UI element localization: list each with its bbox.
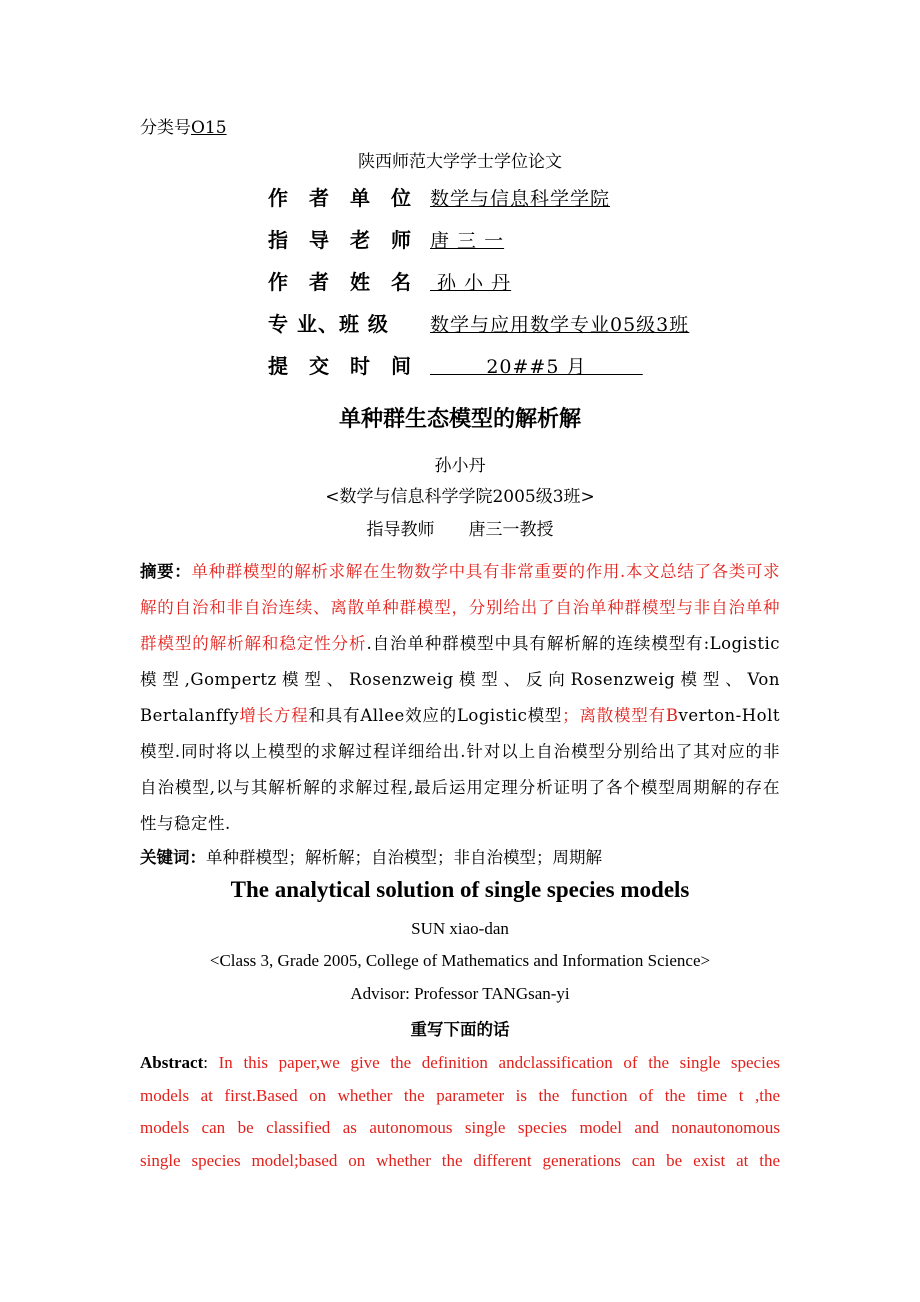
meta-value: 唐 三 一: [430, 230, 505, 252]
abstract-en-text: In this paper,we give the definition andclassification of the single species: [218, 1053, 780, 1072]
meta-value: 数学与信息科学学院: [430, 188, 611, 210]
abstract-en: [140, 1047, 780, 1177]
title-cn: 单种群生态模型的解析解: [338, 407, 581, 432]
abstract-cn-label: 摘要：: [140, 562, 192, 581]
abstract-en-line-4: single species model;based on whether the different generations can be exist at the: [140, 1150, 780, 1170]
author-en: SUN xiao-dan: [411, 919, 509, 938]
abstract-cn-black-2: 和具有Allee效应的Logistic模型: [308, 706, 563, 725]
meta-row-date: [268, 351, 643, 381]
meta-label: 作者单位: [268, 186, 432, 210]
abstract-en-label: Abstract: [140, 1053, 204, 1072]
affiliation-en: <Class 3, Grade 2005, College of Mathematics and Information Science>: [209, 951, 711, 970]
meta-label: 作者姓名: [268, 270, 432, 294]
meta-label: 提交时间: [268, 354, 432, 378]
abstract-cn: [140, 554, 780, 842]
advisor-cn: 指导教师 唐三一教授: [366, 520, 554, 540]
classification-label: 分类号: [140, 118, 191, 138]
classification-value: O15: [191, 118, 227, 138]
title-en: The analytical solution of single species models: [230, 877, 690, 902]
abstract-en-line-3: models can be classified as autonomous single species model and nonautonomous: [140, 1118, 780, 1137]
meta-value: 20##5 月: [430, 356, 643, 378]
keywords-cn-label: 关键词：: [140, 848, 206, 867]
keywords-cn: [140, 846, 780, 870]
classification-number: [140, 113, 227, 138]
abstract-en-colon: :: [203, 1053, 219, 1072]
meta-label: 指导老师: [268, 228, 432, 252]
abstract-cn-black-1: .自治单种群模型中具有解析解的连续模型有:Logistic模型,Gompertz模型、Rosenzweig模型、反向Rosenzweig模型、Von Bertalanffy: [140, 634, 781, 725]
abstract-cn-red-2: 增长方程: [239, 706, 309, 725]
author-cn: 孙小丹: [434, 456, 486, 476]
abstract-en-line-1: [140, 1047, 780, 1080]
meta-row-unit: [268, 183, 610, 213]
meta-row-major: [268, 309, 689, 339]
meta-row-author: [268, 267, 511, 297]
abstract-cn-red-1: 单种群模型的解析求解在生物数学中具有非常重要的作用.本文总结了各类可求解的自治和非自治连续、离散单种群模型，分别给出了自治单种群模型与非自治单种群模型的解析解和稳定性分析: [140, 562, 781, 653]
keywords-cn-text: 单种群模型；解析解；自治模型；非自治模型；周期解: [206, 848, 602, 867]
abstract-cn-black-3: verton-Holt模型.同时将以上模型的求解过程详细给出.针对以上自治模型分别给出了其对应的非自治模型,以与其解析解的求解过程,最后运用定理分析证明了各个模型周期解的存在性与稳定性.: [140, 706, 780, 833]
meta-label: 专 业、班 级: [268, 312, 389, 336]
abstract-en-line-2: models at first.Based on whether the parameter is the function of the time t ,the: [140, 1085, 780, 1105]
affiliation-cn: <数学与信息科学学院2005级3班>: [325, 487, 595, 507]
meta-value: 孙 小 丹: [430, 272, 512, 294]
school-header: 陕西师范大学学士学位论文: [358, 152, 562, 172]
meta-value: 数学与应用数学专业05级3班: [430, 314, 690, 336]
advisor-en: Advisor: Professor TANGsan-yi: [350, 984, 570, 1003]
rewrite-note: 重写下面的话: [410, 1020, 510, 1039]
meta-row-advisor: [268, 225, 504, 255]
abstract-cn-red-3: ；离散模型有B: [562, 706, 679, 725]
